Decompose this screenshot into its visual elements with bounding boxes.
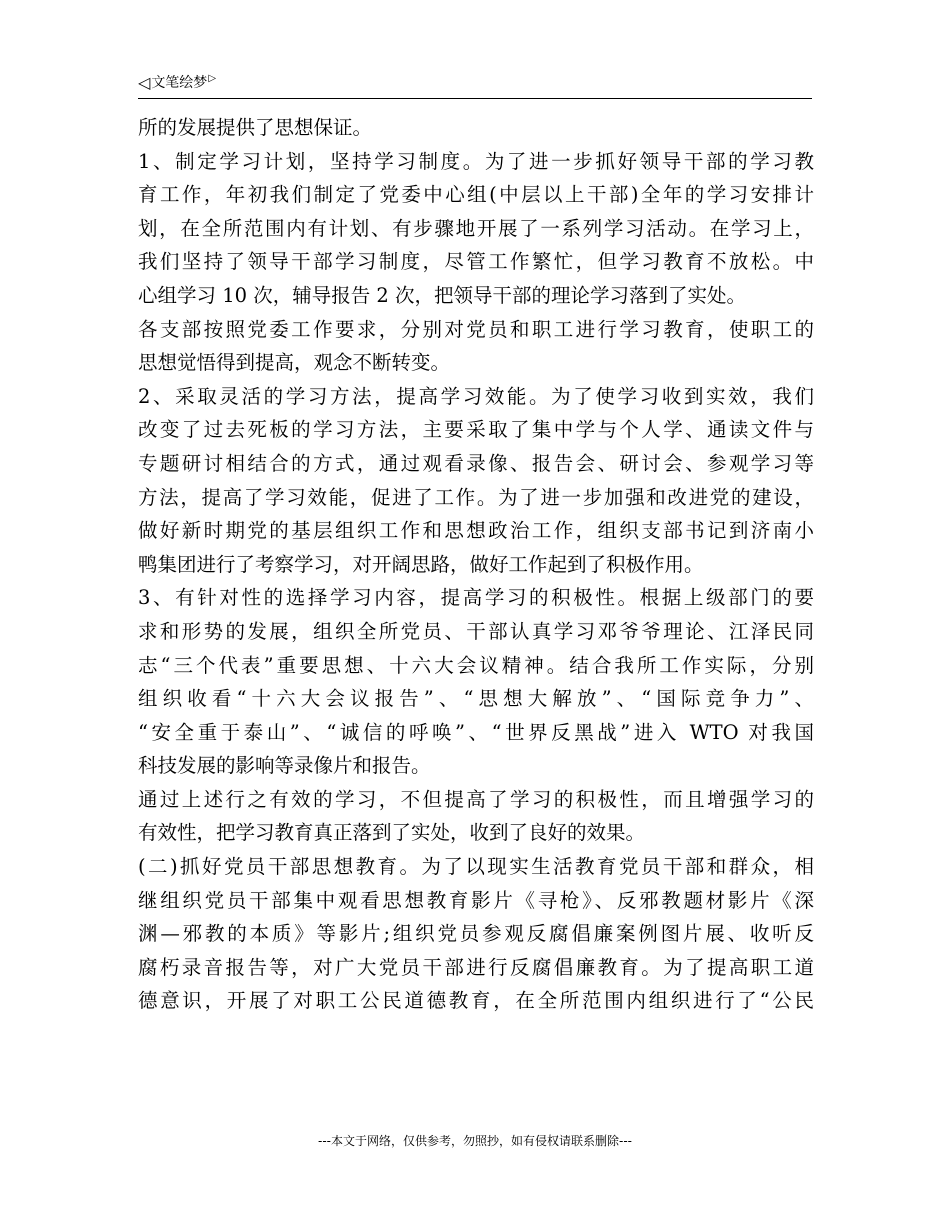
text-line: 2、采取灵活的学习方法，提高学习效能。为了使学习收到实效，我们 xyxy=(138,384,814,408)
text-line: 思想觉悟得到提高，观念不断转变。 xyxy=(138,351,451,375)
text-line: 3、有针对性的选择学习内容，提高学习的积极性。根据上级部门的要 xyxy=(138,586,814,610)
text-line: 我们坚持了领导干部学习制度，尽管工作繁忙，但学习教育不放松。中 xyxy=(138,250,814,274)
text-line: 德意识，开展了对职工公民道德教育，在全所范围内组织进行了“公民 xyxy=(138,989,814,1013)
text-line: 专题研讨相结合的方式，通过观看录像、报告会、研讨会、参观学习等 xyxy=(138,451,814,475)
text-line: 1、制定学习计划，坚持学习制度。为了进一步抓好领导干部的学习教 xyxy=(138,149,814,173)
text-line: “安全重于泰山”、“诚信的呼唤”、“世界反黑战”进入 WTO 对我国 xyxy=(138,720,814,744)
text-line: 做好新时期党的基层组织工作和思想政治工作，组织支部书记到济南小 xyxy=(138,519,814,543)
text-line: 改变了过去死板的学习方法，主要采取了集中学与个人学、通读文件与 xyxy=(138,418,814,442)
page-header xyxy=(138,74,812,99)
text-line: 通过上述行之有效的学习，不但提高了学习的积极性，而且增强学习的 xyxy=(138,787,814,811)
body-text xyxy=(138,111,814,1018)
right-triangle-icon: ▷ xyxy=(208,73,217,84)
text-line: 有效性，把学习教育真正落到了实处，收到了良好的效果。 xyxy=(138,821,646,845)
text-line: 鸭集团进行了考察学习，对开阔思路，做好工作起到了积极作用。 xyxy=(138,552,704,576)
text-line: 方法，提高了学习效能，促进了工作。为了进一步加强和改进党的建设， xyxy=(138,485,814,509)
header-title: 文笔绘梦 xyxy=(151,75,208,91)
text-line: 所的发展提供了思想保证。 xyxy=(138,116,373,139)
text-line: 各支部按照党委工作要求，分别对党员和职工进行学习教育，使职工的 xyxy=(138,317,814,341)
page-footer: ---本文于网络，仅供参考，勿照抄，如有侵权请联系删除--- xyxy=(318,1134,632,1148)
text-line: 科技发展的影响等录像片和报告。 xyxy=(138,754,431,778)
text-line: 心组学习 10 次，辅导报告 2 次，把领导干部的理论学习落到了实处。 xyxy=(138,283,747,307)
text-line: 育工作，年初我们制定了党委中心组(中层以上干部)全年的学习安排计 xyxy=(138,183,814,207)
text-line: 腐朽录音报告等，对广大党员干部进行反腐倡廉教育。为了提高职工道 xyxy=(138,955,814,979)
text-line: 组织收看“十六大会议报告”、“思想大解放”、“国际竞争力”、 xyxy=(138,687,814,711)
text-line: 渊—邪教的本质》等影片;组织党员参观反腐倡廉案例图片展、收听反 xyxy=(138,922,814,946)
left-triangle-icon: ◁ xyxy=(138,73,151,92)
text-line: 志“三个代表”重要思想、十六大会议精神。结合我所工作实际，分别 xyxy=(138,653,814,677)
text-line: 求和形势的发展，组织全所党员、干部认真学习邓爷爷理论、江泽民同 xyxy=(138,619,814,643)
text-line: 划，在全所范围内有计划、有步骤地开展了一系列学习活动。在学习上， xyxy=(138,216,814,240)
text-line: (二)抓好党员干部思想教育。为了以现实生活教育党员干部和群众，相 xyxy=(138,855,814,879)
text-line: 继组织党员干部集中观看思想教育影片《寻枪》、反邪教题材影片《深 xyxy=(138,888,814,912)
